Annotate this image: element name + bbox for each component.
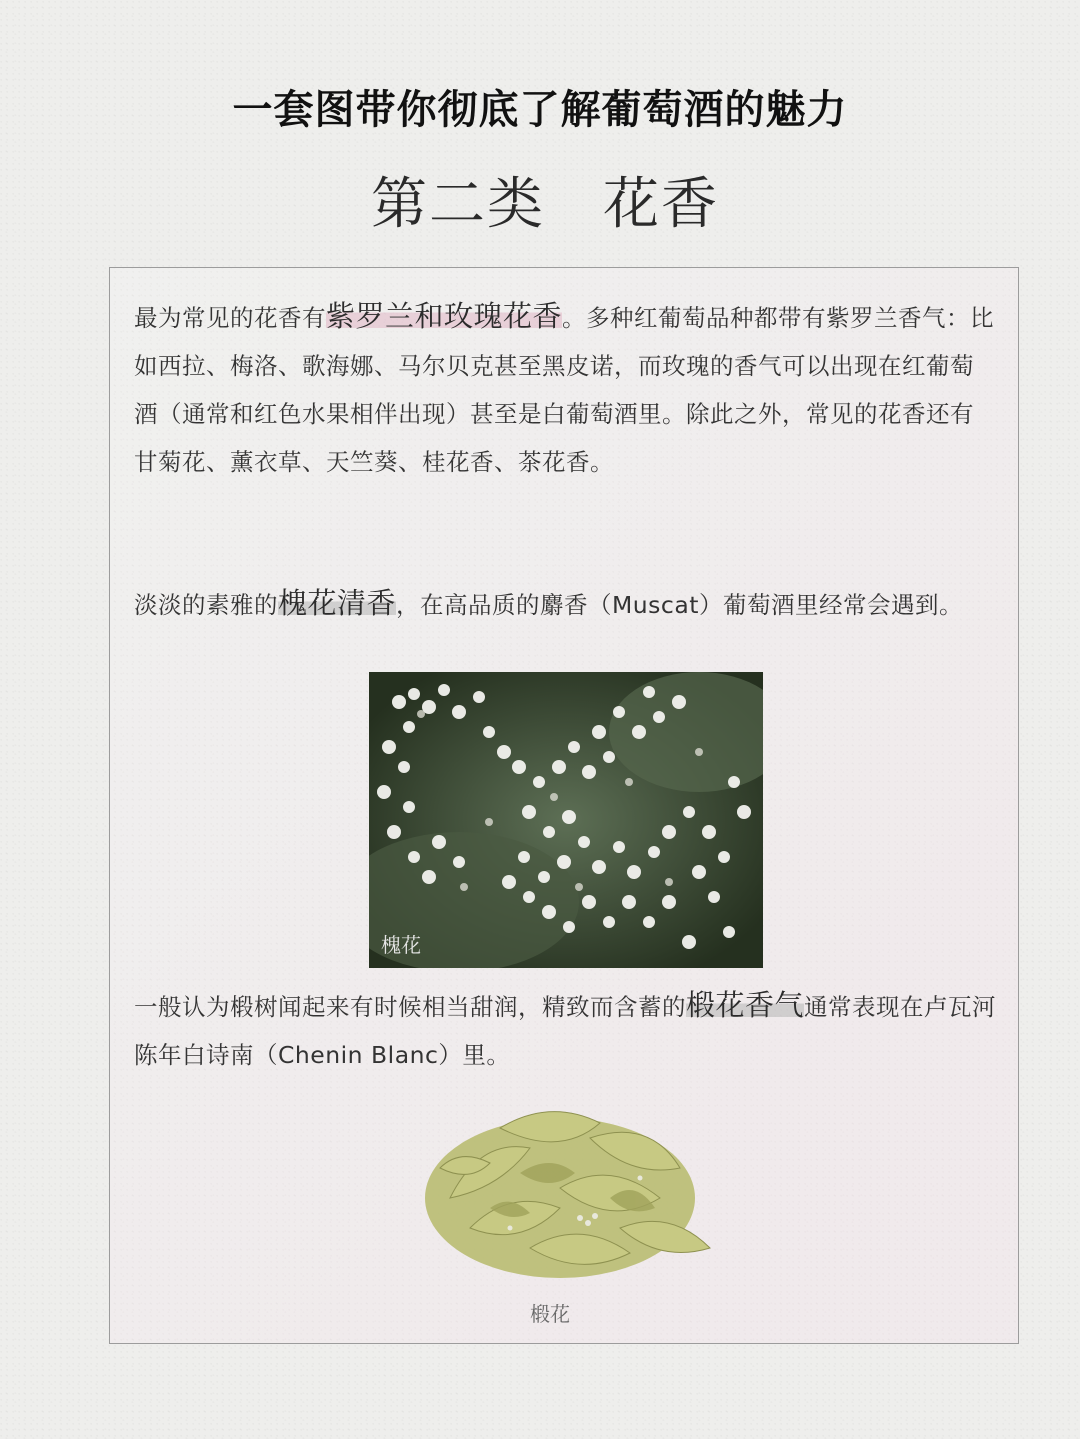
paragraph-text: 淡淡的素雅的 — [134, 591, 278, 619]
paragraph-text: 。多种红葡萄品种都带有紫罗兰香气：比如西拉、梅洛、歌海娜、马尔贝克甚至黑皮诺，而玫瑰的香气可以出现在红葡萄酒（通常和红色水果相伴出现）甚至是白葡萄酒里。除此之外，常见的花香还有甘菊花、薰衣草、天竺葵、桂花香、茶花香。 — [134, 304, 995, 476]
linden-flower-photo — [410, 1078, 730, 1298]
paragraph-violet-rose — [134, 292, 996, 486]
paragraph-text: 最为常见的花香有 — [134, 304, 326, 332]
highlight-linden: 椴花香气 — [686, 988, 805, 1022]
paragraph-acacia — [134, 579, 996, 629]
linden-caption: 椴花 — [530, 1302, 570, 1326]
highlight-acacia: 槐花清香 — [278, 586, 397, 620]
acacia-flower-photo — [369, 672, 763, 968]
highlight-violet-rose: 紫罗兰和玫瑰花香 — [326, 299, 563, 333]
paragraph-text: 通常表现在卢瓦河陈年白诗南（Chenin Blanc）里。 — [134, 993, 997, 1069]
paragraph-linden — [134, 981, 996, 1079]
dried-linden-illustration — [410, 1078, 730, 1298]
acacia-flower-illustration — [369, 672, 763, 968]
section-title: 第二类 花香 — [371, 172, 719, 237]
main-title: 一套图带你彻底了解葡萄酒的魅力 — [232, 87, 848, 133]
paragraph-text: ，在高品质的麝香（Muscat）葡萄酒里经常会遇到。 — [396, 591, 963, 619]
content-box — [109, 267, 1019, 1344]
paragraph-text: 一般认为椴树闻起来有时候相当甜润，精致而含蓄的 — [134, 993, 686, 1021]
acacia-caption: 槐花 — [381, 933, 421, 957]
